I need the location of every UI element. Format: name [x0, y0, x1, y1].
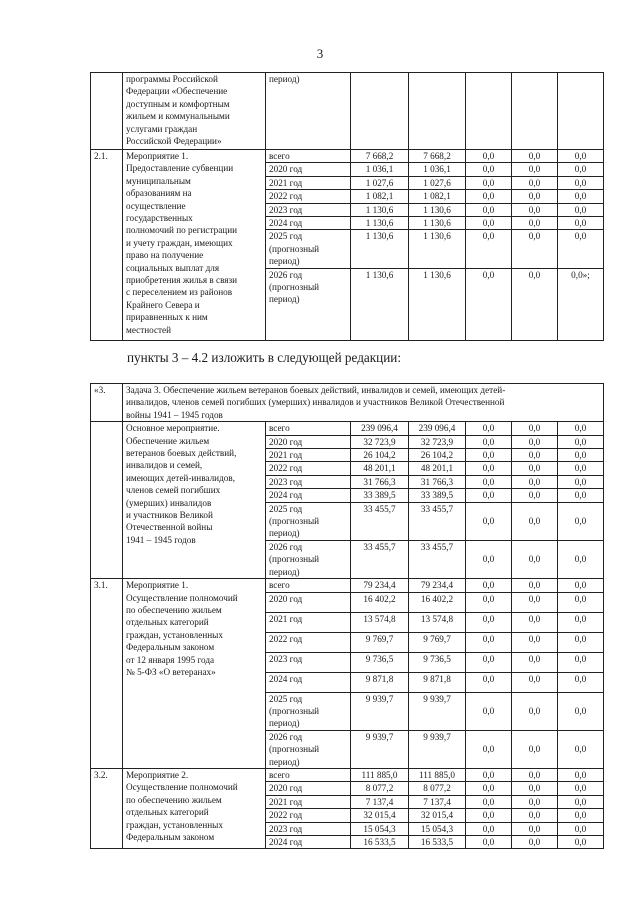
value-source-4: 0,0	[558, 435, 604, 448]
value-source-3: 0,0	[512, 835, 558, 848]
text-line: 2020 год	[269, 436, 303, 447]
text-line: всего	[269, 580, 290, 591]
value-total: 9 871,8	[351, 672, 409, 692]
value-source-3: 0,0	[512, 795, 558, 808]
value-source-1: 111 885,0	[409, 768, 466, 781]
period-cell	[266, 502, 351, 540]
text-line: период)	[269, 74, 300, 84]
value-source-3: 0,0	[512, 809, 558, 822]
value-source-2: 0,0	[466, 730, 512, 768]
value-source-2: 0,0	[466, 632, 512, 652]
period-cell	[266, 176, 351, 189]
period-cell	[266, 672, 351, 692]
value-source-3: 0,0	[512, 592, 558, 612]
value-source-3: 0,0	[512, 768, 558, 781]
measure-number	[91, 422, 123, 579]
value-source-3: 0,0	[512, 632, 558, 652]
text-line: Российской Федерации»	[126, 136, 222, 147]
value-source-4: 0,0	[558, 835, 604, 848]
measure-description	[123, 150, 266, 341]
value-source-1: 48 201,1	[409, 462, 466, 475]
text-line: Отечественной войны	[126, 522, 213, 533]
period-cell	[266, 632, 351, 652]
value-source-2: 0,0	[466, 768, 512, 781]
value-source-2: 0,0	[466, 835, 512, 848]
value-source-1: 33 389,5	[409, 489, 466, 502]
text-line: период)	[269, 256, 300, 267]
period-cell	[266, 652, 351, 672]
text-line: 2025 год	[269, 231, 303, 242]
value-source-4: 0,0	[558, 203, 604, 216]
value-total: 16 402,2	[351, 592, 409, 612]
text-line: 2022 год	[269, 810, 303, 821]
value-source-3: 0,0	[512, 489, 558, 502]
value-total: 9 939,7	[351, 692, 409, 730]
value-total: 16 533,5	[351, 835, 409, 848]
text-line: 2023 год	[269, 204, 303, 215]
empty-value-cell	[512, 73, 558, 150]
text-line: муниципальным	[126, 175, 191, 186]
text-line: 2021 год	[269, 613, 303, 624]
value-total: 111 885,0	[351, 768, 409, 781]
task-number: «3.	[91, 384, 123, 422]
value-source-4: 0,0	[558, 217, 604, 230]
text-line: ветеранов боевых действий,	[126, 448, 237, 459]
value-source-4: 0,0	[558, 768, 604, 781]
text-line: инвалидов и семей,	[126, 460, 203, 471]
value-total: 1 130,6	[351, 230, 409, 268]
value-source-3: 0,0	[512, 822, 558, 835]
value-source-2: 0,0	[466, 176, 512, 189]
value-source-3: 0,0	[512, 692, 558, 730]
text-line: период)	[269, 528, 300, 539]
text-line: программы Российской	[126, 74, 218, 84]
value-source-4: 0,0	[558, 809, 604, 822]
period-cell	[266, 190, 351, 203]
value-source-2: 0,0	[466, 592, 512, 612]
text-line: (умерших) инвалидов	[126, 497, 212, 508]
text-line: 2020 год	[269, 593, 303, 604]
text-line: по обеспечению жильем	[126, 604, 222, 615]
text-line: Мероприятие 1.	[126, 580, 189, 591]
text-line: от 12 января 1995 года	[126, 654, 215, 665]
value-source-1: 9 939,7	[409, 692, 466, 730]
value-source-1: 31 766,3	[409, 475, 466, 488]
text-line: доступным и комфортным	[126, 98, 230, 109]
text-line: местностей	[126, 324, 172, 335]
value-source-2: 0,0	[466, 422, 512, 435]
value-source-3: 0,0	[512, 190, 558, 203]
text-line: инвалидов, членов семей погибших (умерших) инвалидов и участников Великой Отечественной	[126, 397, 505, 408]
value-source-3: 0,0	[512, 672, 558, 692]
value-source-3: 0,0	[512, 502, 558, 540]
text-line: 2021 год	[269, 177, 303, 188]
value-total: 9 769,7	[351, 632, 409, 652]
value-source-2: 0,0	[466, 795, 512, 808]
value-source-1: 33 455,7	[409, 540, 466, 578]
value-total: 8 077,2	[351, 782, 409, 795]
text-line: отдельных категорий	[126, 807, 209, 818]
value-source-3: 0,0	[512, 579, 558, 592]
text-line: 2022 год	[269, 191, 303, 202]
text-line: Основное мероприятие.	[126, 423, 220, 434]
value-total: 1 130,6	[351, 217, 409, 230]
value-source-4: 0,0	[558, 475, 604, 488]
value-source-1: 13 574,8	[409, 612, 466, 632]
empty-value-cell	[558, 73, 604, 150]
text-line: по обеспечению жильем	[126, 794, 222, 805]
text-line: № 5-ФЗ «О ветеранах»	[126, 666, 216, 677]
text-line: с переселением из районов	[126, 287, 233, 298]
value-source-4: 0,0	[558, 449, 604, 462]
value-source-1: 1 027,6	[409, 176, 466, 189]
value-source-4: 0,0	[558, 795, 604, 808]
text-line: 2024 год	[269, 836, 303, 847]
text-line: всего	[269, 769, 290, 780]
value-source-2: 0,0	[466, 163, 512, 176]
period-cell	[266, 462, 351, 475]
measure-number: 3.1.	[91, 579, 123, 769]
measure-description	[123, 768, 266, 848]
text-line: 2023 год	[269, 653, 303, 664]
budget-table-continuation	[90, 72, 604, 341]
text-line: услугами граждан	[126, 123, 198, 134]
value-total: 1 130,6	[351, 203, 409, 216]
period-cell	[266, 475, 351, 488]
value-source-3: 0,0	[512, 230, 558, 268]
text-line: 2022 год	[269, 463, 303, 474]
text-line: приобретения жилья в связи	[126, 275, 238, 286]
value-source-1: 79 234,4	[409, 579, 466, 592]
text-line: (прогнозный	[269, 282, 320, 293]
page-number: 3	[316, 46, 324, 61]
value-source-4: 0,0	[558, 230, 604, 268]
value-source-4: 0,0	[558, 163, 604, 176]
text-line: образованиям на	[126, 188, 192, 199]
value-source-2: 0,0	[466, 268, 512, 340]
value-source-2: 0,0	[466, 612, 512, 632]
period-cell	[266, 268, 351, 340]
text-line: государственных	[126, 213, 193, 224]
measure-number	[91, 73, 123, 150]
text-line: Обеспечение жильем	[126, 435, 210, 446]
value-source-4: 0,0	[558, 462, 604, 475]
value-source-4: 0,0	[558, 692, 604, 730]
value-total: 26 104,2	[351, 449, 409, 462]
text-line: приравненных к ним	[126, 312, 208, 323]
table-row	[91, 384, 604, 422]
measure-number: 2.1.	[91, 150, 123, 341]
value-source-2: 0,0	[466, 809, 512, 822]
value-source-1: 8 077,2	[409, 782, 466, 795]
value-total: 33 455,7	[351, 540, 409, 578]
table-row	[91, 73, 604, 150]
value-source-3: 0,0	[512, 652, 558, 672]
value-source-4: 0,0»;	[558, 268, 604, 340]
value-source-1: 1 130,6	[409, 230, 466, 268]
text-line: 2024 год	[269, 218, 303, 229]
period-cell	[266, 692, 351, 730]
value-source-3: 0,0	[512, 163, 558, 176]
empty-value-cell	[466, 73, 512, 150]
value-total: 1 027,6	[351, 176, 409, 189]
value-source-2: 0,0	[466, 489, 512, 502]
value-total: 7 137,4	[351, 795, 409, 808]
text-line: период)	[269, 566, 300, 577]
value-source-2: 0,0	[466, 462, 512, 475]
text-line: всего	[269, 423, 290, 434]
value-source-3: 0,0	[512, 782, 558, 795]
value-source-3: 0,0	[512, 268, 558, 340]
value-source-4: 0,0	[558, 176, 604, 189]
value-source-4: 0,0	[558, 190, 604, 203]
value-source-2: 0,0	[466, 435, 512, 448]
text-line: период)	[269, 294, 300, 305]
text-line: 2023 год	[269, 823, 303, 834]
value-total: 1 130,6	[351, 268, 409, 340]
text-line: Мероприятие 1.	[126, 151, 189, 161]
value-source-2: 0,0	[466, 540, 512, 578]
value-source-1: 33 455,7	[409, 502, 466, 540]
text-line: Федеральным законом	[126, 831, 215, 842]
value-total: 15 054,3	[351, 822, 409, 835]
text-line: 2024 год	[269, 673, 303, 684]
period-cell	[266, 795, 351, 808]
value-total: 7 668,2	[351, 150, 409, 163]
value-source-4: 0,0	[558, 822, 604, 835]
text-line: и участников Великой	[126, 510, 213, 521]
value-total: 13 574,8	[351, 612, 409, 632]
value-total: 239 096,4	[351, 422, 409, 435]
text-line: (прогнозный	[269, 705, 320, 716]
value-source-1: 1 130,6	[409, 203, 466, 216]
value-source-3: 0,0	[512, 730, 558, 768]
value-source-2: 0,0	[466, 150, 512, 163]
text-line: 2022 год	[269, 633, 303, 644]
period-cell	[266, 835, 351, 848]
value-total: 33 455,7	[351, 502, 409, 540]
text-line: жильем и коммунальными	[126, 111, 230, 122]
value-source-1: 7 668,2	[409, 150, 466, 163]
value-source-3: 0,0	[512, 612, 558, 632]
value-source-2: 0,0	[466, 579, 512, 592]
text-line: 2020 год	[269, 164, 303, 175]
value-source-3: 0,0	[512, 475, 558, 488]
value-source-4: 0,0	[558, 422, 604, 435]
text-line: (прогнозный	[269, 554, 320, 565]
text-line: 1941 – 1945 годов	[126, 534, 196, 545]
text-line: 2026 год	[269, 269, 303, 280]
value-source-2: 0,0	[466, 449, 512, 462]
period-cell	[266, 73, 351, 150]
text-line: 2023 год	[269, 476, 303, 487]
period-cell	[266, 422, 351, 435]
value-source-1: 15 054,3	[409, 822, 466, 835]
text-line: Осуществление полномочий	[126, 782, 238, 793]
value-total: 32 723,9	[351, 435, 409, 448]
text-line: Осуществление полномочий	[126, 592, 238, 603]
value-source-4: 0,0	[558, 612, 604, 632]
value-source-1: 16 533,5	[409, 835, 466, 848]
text-line: 2020 год	[269, 783, 303, 794]
text-line: право на получение	[126, 250, 204, 261]
period-cell	[266, 782, 351, 795]
period-cell	[266, 592, 351, 612]
value-source-1: 1 130,6	[409, 268, 466, 340]
text-line: 2026 год	[269, 541, 303, 552]
value-source-4: 0,0	[558, 782, 604, 795]
text-line: войны 1941 – 1945 годов	[126, 409, 223, 420]
value-total: 32 015,4	[351, 809, 409, 822]
period-cell	[266, 822, 351, 835]
value-source-3: 0,0	[512, 217, 558, 230]
measure-description	[123, 579, 266, 769]
value-source-2: 0,0	[466, 217, 512, 230]
value-total: 9 736,5	[351, 652, 409, 672]
text-line: всего	[269, 151, 290, 161]
text-line: (прогнозный	[269, 243, 320, 254]
measure-description	[123, 73, 266, 150]
period-cell	[266, 449, 351, 462]
text-line: период)	[269, 756, 300, 767]
value-source-2: 0,0	[466, 190, 512, 203]
value-source-1: 239 096,4	[409, 422, 466, 435]
text-line: имеющих детей-инвалидов,	[126, 472, 235, 483]
value-source-4: 0,0	[558, 540, 604, 578]
value-source-2: 0,0	[466, 502, 512, 540]
value-source-2: 0,0	[466, 230, 512, 268]
value-source-2: 0,0	[466, 672, 512, 692]
value-source-3: 0,0	[512, 462, 558, 475]
text-line: граждан, установленных	[126, 629, 223, 640]
value-source-1: 26 104,2	[409, 449, 466, 462]
value-source-4: 0,0	[558, 632, 604, 652]
text-line: 2021 год	[269, 450, 303, 461]
value-source-3: 0,0	[512, 150, 558, 163]
value-source-2: 0,0	[466, 692, 512, 730]
value-source-3: 0,0	[512, 449, 558, 462]
section-heading: пункты 3 – 4.2 изложить в следующей редакции:	[127, 350, 402, 365]
text-line: (прогнозный	[269, 516, 320, 527]
value-total: 9 939,7	[351, 730, 409, 768]
text-line: осуществление	[126, 200, 186, 211]
period-cell	[266, 435, 351, 448]
period-cell	[266, 150, 351, 163]
period-cell	[266, 768, 351, 781]
value-source-3: 0,0	[512, 540, 558, 578]
period-cell	[266, 540, 351, 578]
table-row	[91, 422, 604, 435]
value-total: 33 389,5	[351, 489, 409, 502]
period-cell	[266, 489, 351, 502]
value-source-4: 0,0	[558, 652, 604, 672]
text-line: и учету граждан, имеющих	[126, 237, 233, 248]
text-line: Задача 3. Обеспечение жильем ветеранов боевых действий, инвалидов и семей, имеющих детей-	[126, 385, 506, 395]
text-line: граждан, установленных	[126, 819, 223, 830]
period-cell	[266, 230, 351, 268]
value-total: 1 036,1	[351, 163, 409, 176]
value-source-3: 0,0	[512, 176, 558, 189]
value-source-1: 9 736,5	[409, 652, 466, 672]
value-source-4: 0,0	[558, 672, 604, 692]
value-total: 1 082,1	[351, 190, 409, 203]
period-cell	[266, 809, 351, 822]
empty-value-cell	[351, 73, 409, 150]
value-source-4: 0,0	[558, 489, 604, 502]
text-line: Крайнего Севера и	[126, 299, 200, 310]
value-total: 79 234,4	[351, 579, 409, 592]
text-line: членов семей погибших	[126, 485, 221, 496]
value-source-2: 0,0	[466, 822, 512, 835]
table-row	[91, 768, 604, 781]
value-source-3: 0,0	[512, 422, 558, 435]
text-line: 2025 год	[269, 693, 303, 704]
period-cell	[266, 203, 351, 216]
period-cell	[266, 730, 351, 768]
value-total: 48 201,1	[351, 462, 409, 475]
value-source-1: 7 137,4	[409, 795, 466, 808]
value-source-1: 9 871,8	[409, 672, 466, 692]
value-source-2: 0,0	[466, 203, 512, 216]
value-source-3: 0,0	[512, 203, 558, 216]
value-source-2: 0,0	[466, 475, 512, 488]
table-row	[91, 579, 604, 592]
period-cell	[266, 163, 351, 176]
text-line: 2026 год	[269, 731, 303, 742]
text-line: 2025 год	[269, 503, 303, 514]
text-line: 2024 год	[269, 490, 303, 501]
text-line: полномочий по регистрации	[126, 225, 238, 236]
value-source-1: 32 015,4	[409, 809, 466, 822]
value-source-4: 0,0	[558, 579, 604, 592]
value-source-2: 0,0	[466, 782, 512, 795]
value-source-4: 0,0	[558, 502, 604, 540]
text-line: Мероприятие 2.	[126, 769, 189, 780]
period-cell	[266, 612, 351, 632]
value-source-4: 0,0	[558, 150, 604, 163]
period-cell	[266, 579, 351, 592]
value-source-4: 0,0	[558, 730, 604, 768]
text-line: период)	[269, 718, 300, 729]
measure-number: 3.2.	[91, 768, 123, 848]
value-source-2: 0,0	[466, 652, 512, 672]
empty-value-cell	[409, 73, 466, 150]
task-title	[123, 384, 604, 422]
text-line: Федерации «Обеспечение	[126, 86, 228, 97]
text-line: Предоставление субвенции	[126, 163, 234, 174]
value-source-1: 32 723,9	[409, 435, 466, 448]
value-source-1: 1 082,1	[409, 190, 466, 203]
value-total: 31 766,3	[351, 475, 409, 488]
value-source-1: 16 402,2	[409, 592, 466, 612]
table-row	[91, 150, 604, 163]
value-source-1: 9 769,7	[409, 632, 466, 652]
measure-description	[123, 422, 266, 579]
budget-table-task-3	[90, 383, 604, 849]
value-source-1: 1 130,6	[409, 217, 466, 230]
text-line: Федеральным законом	[126, 642, 215, 653]
period-cell	[266, 217, 351, 230]
text-line: (прогнозный	[269, 744, 320, 755]
value-source-3: 0,0	[512, 435, 558, 448]
text-line: отдельных категорий	[126, 617, 209, 628]
text-line: социальных выплат для	[126, 262, 220, 273]
value-source-1: 1 036,1	[409, 163, 466, 176]
value-source-4: 0,0	[558, 592, 604, 612]
text-line: 2021 год	[269, 796, 303, 807]
value-source-1: 9 939,7	[409, 730, 466, 768]
